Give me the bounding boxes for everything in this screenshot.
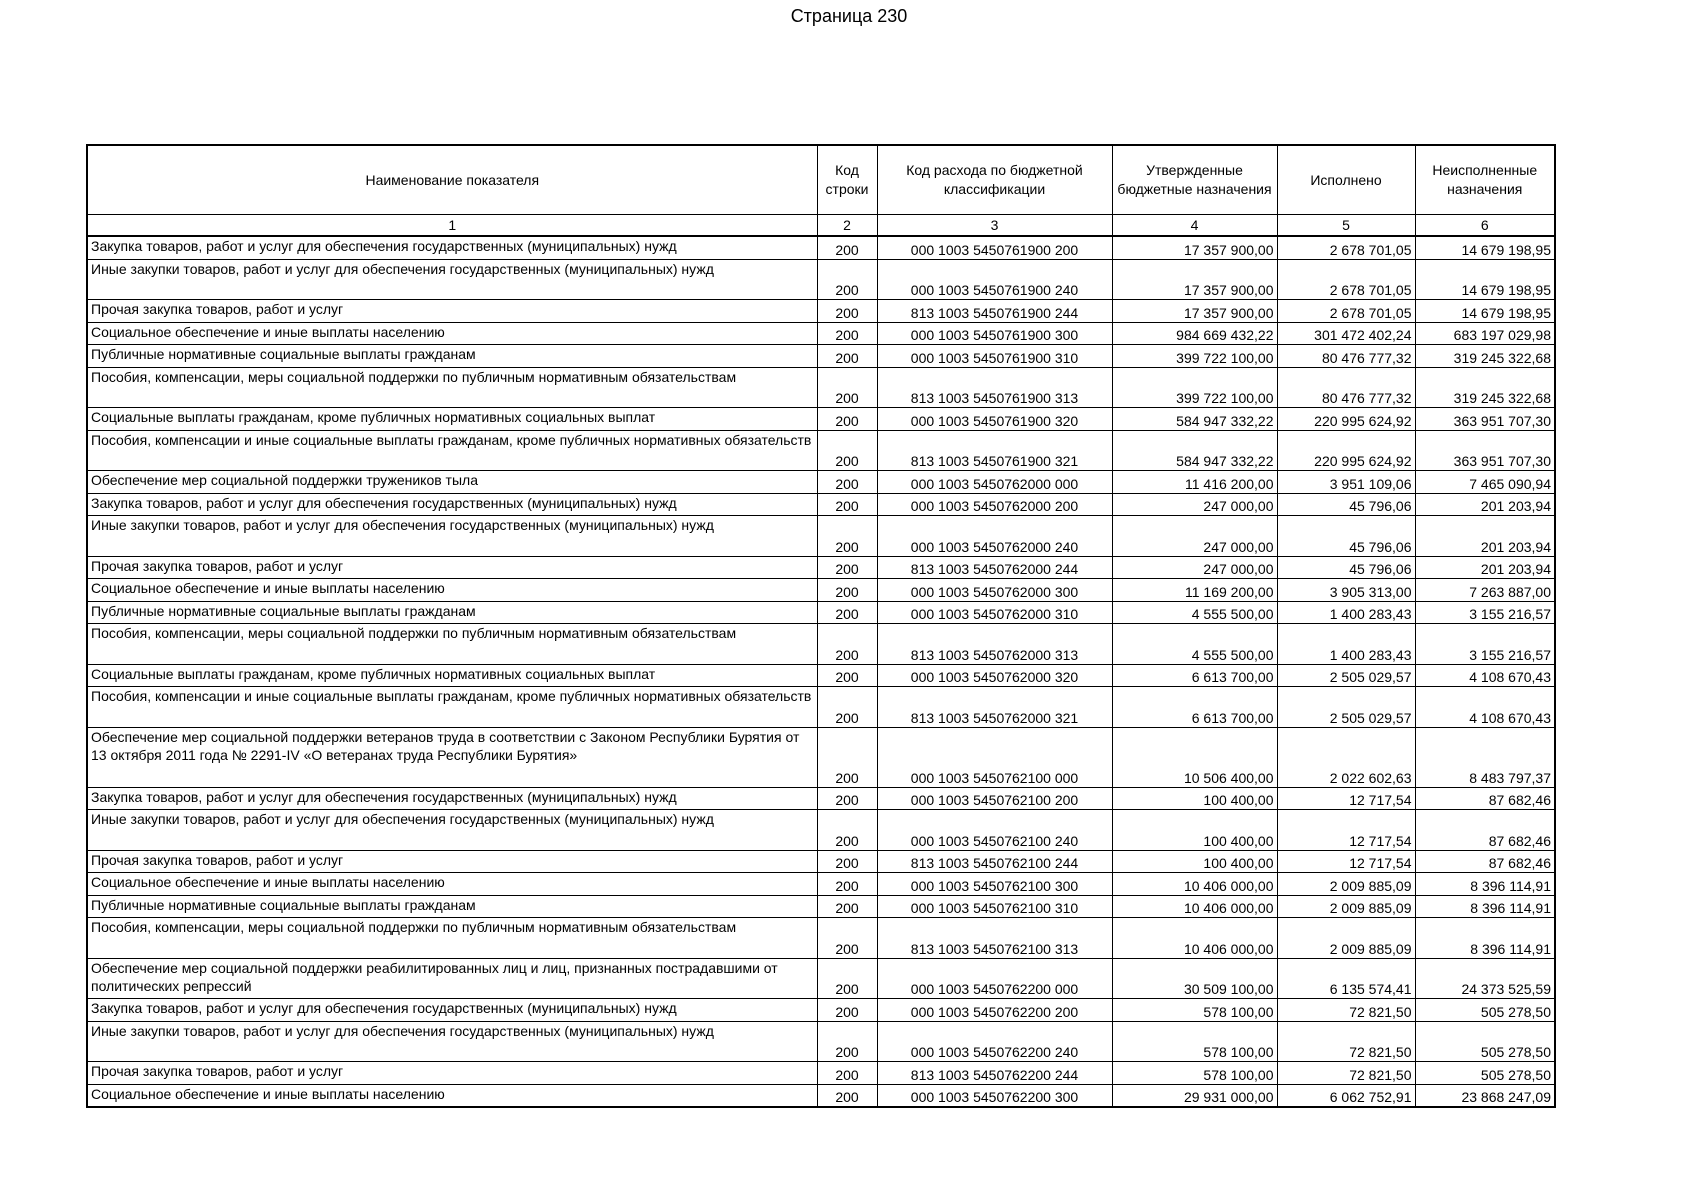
approved-amount: 399 722 100,00 [1112,345,1277,368]
executed-amount: 1 400 283,43 [1277,624,1415,665]
column-number: 1 [87,215,817,237]
line-code: 200 [817,579,877,602]
table-row [87,367,1555,408]
executed-amount: 3 951 109,06 [1277,471,1415,494]
indicator-name: Закупка товаров, работ и услуг для обеспечения государственных (муниципальных) нужд [87,787,817,810]
table-row [87,516,1555,557]
indicator-name: Пособия, компенсации, меры социальной поддержки по публичным нормативным обязательствам [87,624,817,665]
table-row [87,958,1555,999]
remaining-amount: 14 679 198,95 [1415,259,1555,300]
line-code: 200 [817,1062,877,1085]
header-indicator-name: Наименование показателя [87,145,817,215]
indicator-name: Пособия, компенсации, меры социальной поддержки по публичным нормативным обязательствам [87,367,817,408]
budget-code: 000 1003 5450761900 300 [877,322,1112,345]
approved-amount: 4 555 500,00 [1112,624,1277,665]
indicator-name: Обеспечение мер социальной поддержки реабилитированных лиц и лиц, признанных пострадавшими от политических репрессий [87,958,817,999]
budget-code: 000 1003 5450762000 300 [877,579,1112,602]
header-budget-code: Код расхода по бюджетной классификации [877,145,1112,215]
budget-code: 000 1003 5450762200 240 [877,1021,1112,1062]
table-row [87,345,1555,368]
table-row [87,664,1555,687]
indicator-name: Закупка товаров, работ и услуг для обеспечения государственных (муниципальных) нужд [87,236,817,259]
column-number: 4 [1112,215,1277,237]
indicator-name: Социальное обеспечение и иные выплаты населению [87,579,817,602]
line-code: 200 [817,345,877,368]
approved-amount: 578 100,00 [1112,1062,1277,1085]
line-code: 200 [817,236,877,259]
column-number: 5 [1277,215,1415,237]
remaining-amount: 319 245 322,68 [1415,345,1555,368]
approved-amount: 247 000,00 [1112,556,1277,579]
remaining-amount: 201 203,94 [1415,556,1555,579]
indicator-name: Обеспечение мер социальной поддержки ветеранов труда в соответствии с Законом Республики Бурятия от 13 октября 2011 года № 2291-IV «О ветеранах труда Республики Бурятия» [87,727,817,787]
table-row [87,408,1555,431]
approved-amount: 984 669 432,22 [1112,322,1277,345]
approved-amount: 100 400,00 [1112,850,1277,873]
remaining-amount: 201 203,94 [1415,516,1555,557]
header-approved: Утвержденные бюджетные назначения [1112,145,1277,215]
approved-amount: 4 555 500,00 [1112,601,1277,624]
column-number: 2 [817,215,877,237]
executed-amount: 2 009 885,09 [1277,918,1415,959]
budget-code: 000 1003 5450762100 300 [877,873,1112,896]
table-row [87,300,1555,323]
executed-amount: 72 821,50 [1277,1062,1415,1085]
line-code: 200 [817,810,877,851]
budget-code: 000 1003 5450762000 240 [877,516,1112,557]
approved-amount: 6 613 700,00 [1112,664,1277,687]
line-code: 200 [817,687,877,728]
budget-code: 813 1003 5450762100 313 [877,918,1112,959]
budget-code: 000 1003 5450762200 000 [877,958,1112,999]
indicator-name: Социальное обеспечение и иные выплаты населению [87,873,817,896]
line-code: 200 [817,322,877,345]
remaining-amount: 4 108 670,43 [1415,687,1555,728]
approved-amount: 6 613 700,00 [1112,687,1277,728]
approved-amount: 11 169 200,00 [1112,579,1277,602]
header-line-code: Код строки [817,145,877,215]
indicator-name: Социальные выплаты гражданам, кроме публичных нормативных социальных выплат [87,408,817,431]
table-row [87,918,1555,959]
line-code: 200 [817,727,877,787]
line-code: 200 [817,259,877,300]
budget-code: 000 1003 5450762000 000 [877,471,1112,494]
remaining-amount: 87 682,46 [1415,850,1555,873]
approved-amount: 11 416 200,00 [1112,471,1277,494]
approved-amount: 578 100,00 [1112,999,1277,1022]
table-row [87,601,1555,624]
budget-code: 000 1003 5450761900 310 [877,345,1112,368]
remaining-amount: 24 373 525,59 [1415,958,1555,999]
approved-amount: 17 357 900,00 [1112,236,1277,259]
line-code: 200 [817,300,877,323]
line-code: 200 [817,408,877,431]
budget-code: 813 1003 5450762000 313 [877,624,1112,665]
budget-code: 813 1003 5450762100 244 [877,850,1112,873]
column-number-row [87,215,1555,237]
budget-code: 000 1003 5450761900 240 [877,259,1112,300]
remaining-amount: 7 263 887,00 [1415,579,1555,602]
remaining-amount: 14 679 198,95 [1415,236,1555,259]
executed-amount: 3 905 313,00 [1277,579,1415,602]
table-row [87,1062,1555,1085]
executed-amount: 80 476 777,32 [1277,345,1415,368]
indicator-name: Пособия, компенсации и иные социальные выплаты гражданам, кроме публичных нормативных обязательств [87,430,817,471]
remaining-amount: 8 396 114,91 [1415,873,1555,896]
executed-amount: 12 717,54 [1277,850,1415,873]
budget-code: 813 1003 5450761900 321 [877,430,1112,471]
table-row [87,687,1555,728]
table-row [87,259,1555,300]
approved-amount: 10 406 000,00 [1112,873,1277,896]
table-row [87,493,1555,516]
approved-amount: 10 506 400,00 [1112,727,1277,787]
executed-amount: 2 678 701,05 [1277,300,1415,323]
executed-amount: 220 995 624,92 [1277,408,1415,431]
executed-amount: 72 821,50 [1277,999,1415,1022]
remaining-amount: 505 278,50 [1415,999,1555,1022]
indicator-name: Иные закупки товаров, работ и услуг для обеспечения государственных (муниципальных) нужд [87,259,817,300]
budget-code: 000 1003 5450762100 310 [877,895,1112,918]
executed-amount: 2 678 701,05 [1277,236,1415,259]
budget-code: 813 1003 5450762000 244 [877,556,1112,579]
column-number: 3 [877,215,1112,237]
approved-amount: 100 400,00 [1112,810,1277,851]
budget-execution-table [86,144,1556,1108]
indicator-name: Прочая закупка товаров, работ и услуг [87,850,817,873]
remaining-amount: 4 108 670,43 [1415,664,1555,687]
indicator-name: Социальное обеспечение и иные выплаты населению [87,1084,817,1107]
executed-amount: 12 717,54 [1277,787,1415,810]
line-code: 200 [817,850,877,873]
line-code: 200 [817,430,877,471]
budget-code: 813 1003 5450761900 244 [877,300,1112,323]
budget-code: 813 1003 5450762200 244 [877,1062,1112,1085]
approved-amount: 578 100,00 [1112,1021,1277,1062]
executed-amount: 80 476 777,32 [1277,367,1415,408]
approved-amount: 30 509 100,00 [1112,958,1277,999]
remaining-amount: 319 245 322,68 [1415,367,1555,408]
approved-amount: 17 357 900,00 [1112,259,1277,300]
indicator-name: Публичные нормативные социальные выплаты гражданам [87,345,817,368]
remaining-amount: 87 682,46 [1415,810,1555,851]
budget-code: 000 1003 5450762100 200 [877,787,1112,810]
executed-amount: 301 472 402,24 [1277,322,1415,345]
executed-amount: 2 009 885,09 [1277,895,1415,918]
remaining-amount: 87 682,46 [1415,787,1555,810]
indicator-name: Иные закупки товаров, работ и услуг для обеспечения государственных (муниципальных) нужд [87,1021,817,1062]
line-code: 200 [817,918,877,959]
approved-amount: 247 000,00 [1112,516,1277,557]
budget-code: 000 1003 5450761900 320 [877,408,1112,431]
executed-amount: 12 717,54 [1277,810,1415,851]
executed-amount: 6 062 752,91 [1277,1084,1415,1107]
budget-code: 000 1003 5450762200 200 [877,999,1112,1022]
budget-code: 000 1003 5450762100 000 [877,727,1112,787]
executed-amount: 1 400 283,43 [1277,601,1415,624]
executed-amount: 6 135 574,41 [1277,958,1415,999]
line-code: 200 [817,787,877,810]
approved-amount: 399 722 100,00 [1112,367,1277,408]
table-row [87,727,1555,787]
executed-amount: 45 796,06 [1277,493,1415,516]
indicator-name: Обеспечение мер социальной поддержки тружеников тыла [87,471,817,494]
budget-code: 000 1003 5450762000 200 [877,493,1112,516]
executed-amount: 2 505 029,57 [1277,664,1415,687]
indicator-name: Социальное обеспечение и иные выплаты населению [87,322,817,345]
budget-code: 813 1003 5450761900 313 [877,367,1112,408]
line-code: 200 [817,895,877,918]
remaining-amount: 8 396 114,91 [1415,895,1555,918]
table-row [87,430,1555,471]
budget-code: 000 1003 5450762000 320 [877,664,1112,687]
indicator-name: Пособия, компенсации, меры социальной поддержки по публичным нормативным обязательствам [87,918,817,959]
indicator-name: Иные закупки товаров, работ и услуг для обеспечения государственных (муниципальных) нужд [87,516,817,557]
page-title: Страница 230 [790,6,908,26]
executed-amount: 72 821,50 [1277,1021,1415,1062]
executed-amount: 2 505 029,57 [1277,687,1415,728]
approved-amount: 10 406 000,00 [1112,895,1277,918]
line-code: 200 [817,493,877,516]
remaining-amount: 201 203,94 [1415,493,1555,516]
remaining-amount: 3 155 216,57 [1415,601,1555,624]
header-row [87,145,1555,215]
table-row [87,787,1555,810]
line-code: 200 [817,601,877,624]
remaining-amount: 7 465 090,94 [1415,471,1555,494]
indicator-name: Прочая закупка товаров, работ и услуг [87,556,817,579]
indicator-name: Закупка товаров, работ и услуг для обеспечения государственных (муниципальных) нужд [87,493,817,516]
remaining-amount: 363 951 707,30 [1415,430,1555,471]
column-number: 6 [1415,215,1555,237]
table-row [87,236,1555,259]
line-code: 200 [817,1021,877,1062]
table-row [87,1021,1555,1062]
table-row [87,1084,1555,1107]
line-code: 200 [817,999,877,1022]
budget-code: 000 1003 5450761900 200 [877,236,1112,259]
remaining-amount: 363 951 707,30 [1415,408,1555,431]
indicator-name: Социальные выплаты гражданам, кроме публичных нормативных социальных выплат [87,664,817,687]
executed-amount: 45 796,06 [1277,516,1415,557]
table-row [87,850,1555,873]
approved-amount: 584 947 332,22 [1112,408,1277,431]
line-code: 200 [817,516,877,557]
remaining-amount: 23 868 247,09 [1415,1084,1555,1107]
approved-amount: 100 400,00 [1112,787,1277,810]
indicator-name: Прочая закупка товаров, работ и услуг [87,1062,817,1085]
header-executed: Исполнено [1277,145,1415,215]
remaining-amount: 14 679 198,95 [1415,300,1555,323]
table-row [87,810,1555,851]
budget-code: 000 1003 5450762100 240 [877,810,1112,851]
remaining-amount: 3 155 216,57 [1415,624,1555,665]
line-code: 200 [817,664,877,687]
approved-amount: 584 947 332,22 [1112,430,1277,471]
table-row [87,624,1555,665]
table-row [87,579,1555,602]
table-row [87,873,1555,896]
remaining-amount: 683 197 029,98 [1415,322,1555,345]
table-row [87,999,1555,1022]
table-row [87,556,1555,579]
line-code: 200 [817,958,877,999]
table-row [87,895,1555,918]
remaining-amount: 8 483 797,37 [1415,727,1555,787]
line-code: 200 [817,471,877,494]
indicator-name: Публичные нормативные социальные выплаты гражданам [87,601,817,624]
table-row [87,471,1555,494]
executed-amount: 220 995 624,92 [1277,430,1415,471]
approved-amount: 10 406 000,00 [1112,918,1277,959]
executed-amount: 45 796,06 [1277,556,1415,579]
indicator-name: Прочая закупка товаров, работ и услуг [87,300,817,323]
approved-amount: 17 357 900,00 [1112,300,1277,323]
remaining-amount: 505 278,50 [1415,1021,1555,1062]
budget-code: 000 1003 5450762000 310 [877,601,1112,624]
executed-amount: 2 678 701,05 [1277,259,1415,300]
executed-amount: 2 009 885,09 [1277,873,1415,896]
line-code: 200 [817,873,877,896]
indicator-name: Закупка товаров, работ и услуг для обеспечения государственных (муниципальных) нужд [87,999,817,1022]
line-code: 200 [817,624,877,665]
line-code: 200 [817,1084,877,1107]
line-code: 200 [817,556,877,579]
header-remaining: Неисполненные назначения [1415,145,1555,215]
budget-code: 813 1003 5450762000 321 [877,687,1112,728]
indicator-name: Пособия, компенсации и иные социальные выплаты гражданам, кроме публичных нормативных обязательств [87,687,817,728]
remaining-amount: 505 278,50 [1415,1062,1555,1085]
executed-amount: 2 022 602,63 [1277,727,1415,787]
indicator-name: Публичные нормативные социальные выплаты гражданам [87,895,817,918]
indicator-name: Иные закупки товаров, работ и услуг для обеспечения государственных (муниципальных) нужд [87,810,817,851]
line-code: 200 [817,367,877,408]
approved-amount: 247 000,00 [1112,493,1277,516]
remaining-amount: 8 396 114,91 [1415,918,1555,959]
budget-code: 000 1003 5450762200 300 [877,1084,1112,1107]
table-row [87,322,1555,345]
approved-amount: 29 931 000,00 [1112,1084,1277,1107]
